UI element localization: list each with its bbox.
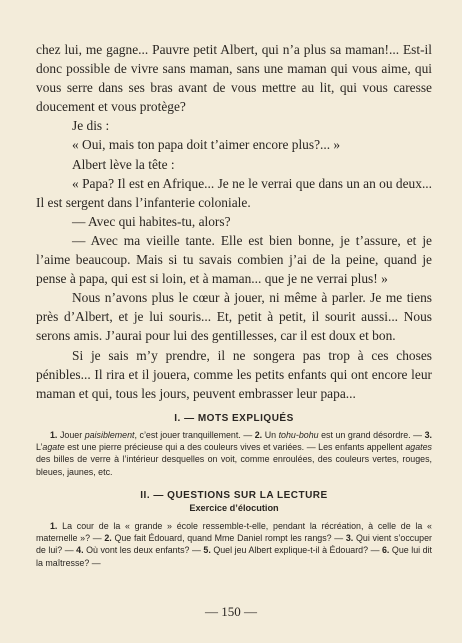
text-segment: , c’est jouer tranquillement. — <box>134 430 255 440</box>
item-number: 3. <box>345 533 354 544</box>
story-paragraph: — Avec qui habites-tu, alors? <box>72 213 231 229</box>
story-paragraph: — Avec ma vieille tante. Elle est bien bonne, je t’assure, et je l’aime beaucoup. Mais si tu savais combien j’ai de la peine, quand je pense à papa, qui est si loin, et à maman... que je ne verrai plus! » <box>36 232 432 287</box>
story-paragraph: « Oui, mais ton papa doit t’aimer encore plus?... » <box>72 137 341 153</box>
item-number: 2. <box>104 533 112 544</box>
item-number: 3. <box>424 430 432 440</box>
text-segment: La cour de la « grande » école ressemble-t-elle, pendant la récréation, à celle de la « maternelle »? — <box>36 521 432 544</box>
section-subtitle-elocution: Exercice d’élocution <box>189 503 279 513</box>
mots-expliques-text <box>36 429 432 478</box>
item-number: 1. <box>50 430 58 440</box>
item-number: 4. <box>76 545 84 556</box>
italic-term: agates <box>405 442 432 453</box>
text-segment: Qui vient s’occuper de lui? — <box>36 533 432 556</box>
section2-paragraph <box>36 520 432 569</box>
section-title-mots-expliques: I. — MOTS EXPLIQUÉS <box>174 413 294 424</box>
story-paragraph: « Papa? Il est en Afrique... Je ne le verrai que dans un an ou deux... Il est sergent dans l’infanterie coloniale. <box>36 175 432 210</box>
text-segment: Quel jeu Albert explique-t-il à Édouard? — <box>210 545 382 556</box>
italic-term: tohu-bohu <box>278 430 319 440</box>
text-segment: Que lui dit la maîtresse? — <box>36 545 432 568</box>
text-segment: Un <box>262 430 279 440</box>
text-segment: Où vont les deux enfants? — <box>83 545 204 556</box>
text-segment: Que fait Édouard, quand Mme Daniel rompt les rangs? — <box>111 533 346 544</box>
story-paragraph: chez lui, me gagne... Pauvre petit Albert, qui n’a plus sa maman!... Est-il donc possible de vivre sans maman, sans une maman qui vous aime, qui vous serre dans ses bras avant de vous mettre au lit, qui vous caresse doucement et vous protège? <box>36 42 432 115</box>
section1-paragraph <box>36 429 432 478</box>
story-text <box>36 40 432 403</box>
item-number: 1. <box>50 521 58 531</box>
item-number: 6. <box>381 545 390 556</box>
item-number: 2. <box>254 430 263 440</box>
story-paragraph: Si je sais m’y prendre, il ne songera pas trop à ces choses pénibles... Il rira et il jouera, comme les petits enfants qui ont encore leur maman et qui, tous les jours, peuvent embrasser leur papa... <box>36 347 432 401</box>
section-title-questions: II. — QUESTIONS SUR LA LECTURE <box>140 490 328 501</box>
text-segment: Jouer <box>57 430 85 440</box>
text-segment: des billes de verre à l’intérieur desquelles on voit, comme enroulées, des couleurs vertes, rouges, bleues, jaunes, etc. <box>36 454 432 477</box>
text-segment: est une pierre précieuse qui a des couleurs vives et variées. — Les enfants appellent <box>64 442 406 453</box>
story-paragraph: Nous n’avons plus le cœur à jouer, ni même à parler. Je me tiens près d’Albert, et je lui souris... Et, petit à petit, il sourit aussi... Nous serons amis. J’aurai pour lui des gentillesses, car il est doux et bon. <box>36 290 432 344</box>
item-number: 5. <box>203 545 211 556</box>
page-number: — 150 — <box>205 604 257 619</box>
italic-term: paisiblement <box>84 430 135 440</box>
story-paragraph: Je dis : <box>72 118 110 134</box>
questions-text <box>36 520 432 569</box>
italic-term: agate <box>42 442 65 453</box>
text-segment: est un grand désordre. — <box>318 430 425 440</box>
story-paragraph: Albert lève la tête : <box>72 156 175 172</box>
text-segment: L’ <box>36 442 43 453</box>
